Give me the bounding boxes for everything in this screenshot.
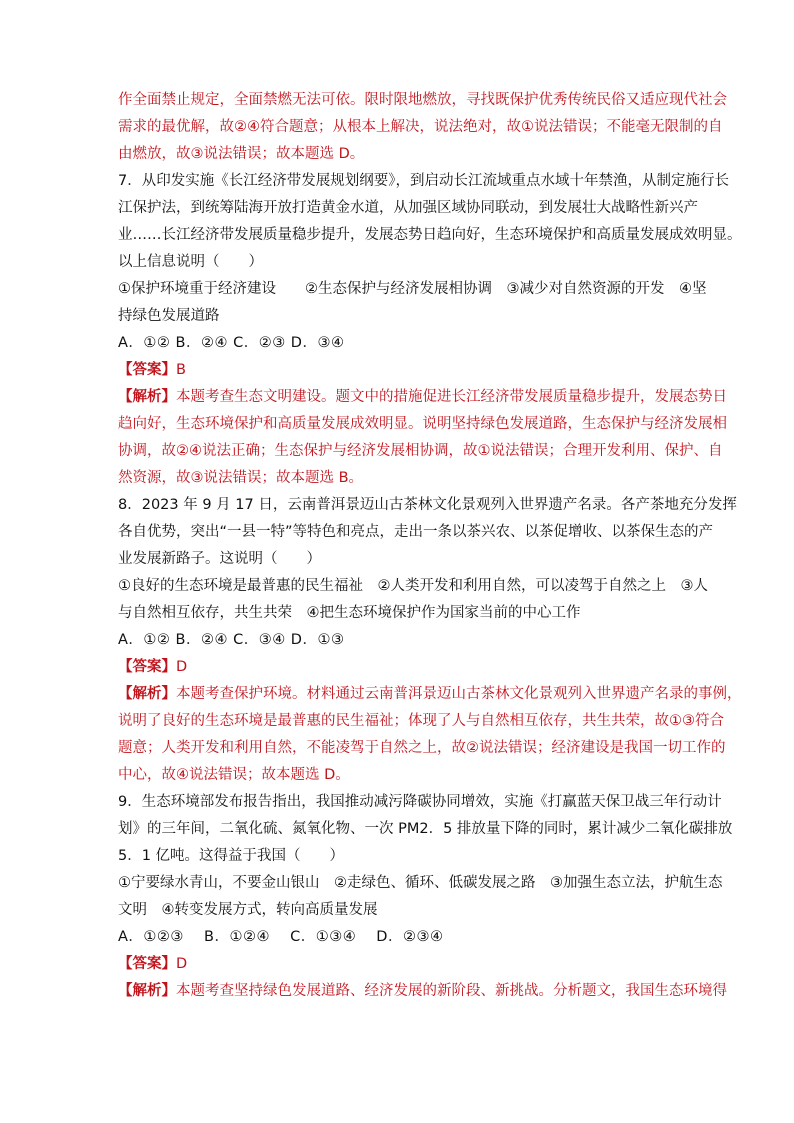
document-content [118,87,742,1005]
answer-value: B [176,362,186,378]
q8-analysis-line: 说明了良好的生态环境是最普惠的民生福祉；体现了人与自然相互依存，共生共荣，故①③符合 [118,713,724,729]
answer-tag: 【答案】 [118,956,176,972]
q8-analysis-line: 题意；人类开发和利用自然，不能凌驾于自然之上，故②说法错误；经济建设是我国一切工作的 [118,740,726,756]
q7-stem-line: 以上信息说明（ ） [118,254,263,270]
q8-item-line: ①良好的生态环境是最普惠的民生福祉 ②人类开发和利用自然，可以凌驾于自然之上 ③人 [118,578,708,594]
q8-stem-line: 8．2023 年 9 月 17 日，云南普洱景迈山古茶林文化景观列入世界遗产名录。各产茶地充分发挥 [118,497,737,513]
q9-options: A．①②③ B．①②④ C．①③④ D．②③④ [118,929,444,945]
intro-line: 作全面禁止规定，全面禁燃无法可依。限时限地燃放，寻找既保护优秀传统民俗又适应现代社会 [118,92,727,108]
q9-analysis [118,978,727,1005]
q7-stem-line: 7．从印发实施《长江经济带发展规划纲要》，到启动长江流域重点水域十年禁渔，从制定施行长 [118,173,729,189]
q7-item-line: 持绿色发展道路 [118,308,220,324]
q9-stem-line: 划》的三年间，二氧化硫、氮氧化物、一次 PM2．5 排放量下降的同时，累计减少二氧化碳排放 [118,821,733,837]
answer-tag: 【答案】 [118,659,176,675]
q8-stem-line: 各自优势，突出“一县一特”等特色和亮点，走出一条以茶兴农、以茶促增收、以茶保生态的产 [118,524,714,540]
answer-value: D [176,659,188,675]
analysis-tag: 【解析】 [118,686,176,702]
answer-value: D [176,956,188,972]
q7-answer [118,357,704,384]
q8-analysis-line: 中心，故④说法错误；故本题选 D。 [118,767,350,783]
q8-options: A．①② B．②④ C．③④ D．①③ [118,632,345,648]
analysis-text: 本题考查坚持绿色发展道路、经济发展的新阶段、新挑战。分析题文，我国生态环境得 [176,983,727,999]
q8-item-line: 与自然相互依存，共生共荣 ④把生态环境保护作为国家当前的中心工作 [118,605,581,621]
q7-options: A．①② B．②④ C．②③ D．③④ [118,335,345,351]
q7-analysis-line: 趋向好，生态环境保护和高质量发展成效明显。说明坚持绿色发展道路，生态保护与经济发展相 [118,416,727,432]
q8-stem-line: 业发展新路子。这说明（ ） [118,551,321,567]
intro-line: 需求的最优解，故②④符合题意；从根本上解决，说法绝对，故①说法错误；不能毫无限制的自 [118,119,723,135]
q7-stem-line: 江保护法，到统筹陆海开放打造黄金水道，从加强区域协同联动，到发展壮大战略性新兴产 [118,200,698,216]
q9-item-line: 文明 ④转变发展方式，转向高质量发展 [118,902,378,918]
q7-analysis-line: 然资源，故③说法错误；故本题选 B。 [118,470,364,486]
q9-answer [118,951,704,978]
q8-answer [118,654,704,681]
analysis-text: 本题考查生态文明建设。题文中的措施促进长江经济带发展质量稳步提升，发展态势日 [176,389,727,405]
q7-analysis [118,384,727,411]
answer-tag: 【答案】 [118,362,176,378]
q9-item-line: ①宁要绿水青山，不要金山银山 ②走绿色、循环、低碳发展之路 ③加强生态立法，护航生态 [118,875,723,891]
q7-item-line: ①保护环境重于经济建设 ②生态保护与经济发展相协调 ③减少对自然资源的开发 ④坚 [118,281,707,297]
q9-stem-line: 9．生态环境部发布报告指出，我国推动减污降碳协同增效，实施《打赢蓝天保卫战三年行动计 [118,794,722,810]
analysis-text: 本题考查保护环境。材料通过云南普洱景迈山古茶林文化景观列入世界遗产名录的事例， [176,686,742,702]
q9-stem-line: 5．1 亿吨。这得益于我国（ ） [118,848,345,864]
q8-analysis [118,681,742,708]
analysis-tag: 【解析】 [118,389,176,405]
analysis-tag: 【解析】 [118,983,176,999]
q7-analysis-line: 协调，故②④说法正确；生态保护与经济发展相协调，故①说法错误；合理开发利用、保护、自 [118,443,723,459]
intro-line: 由燃放，故③说法错误；故本题选 D。 [118,146,365,162]
q7-stem-line: 业……长江经济带发展质量稳步提升，发展态势日趋向好，生态环境保护和高质量发展成效明显。 [118,227,742,243]
